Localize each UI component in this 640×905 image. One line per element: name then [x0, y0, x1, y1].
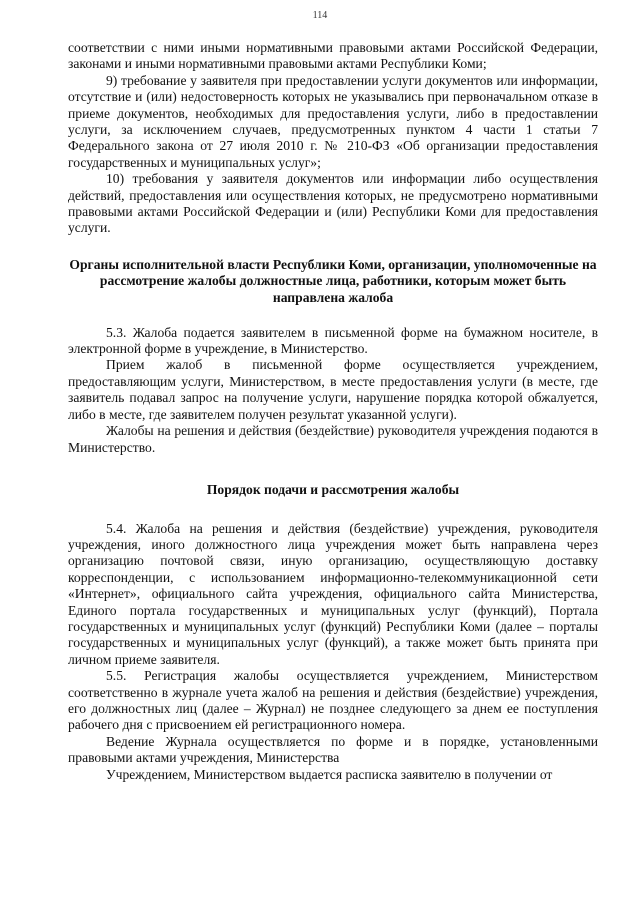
paragraph-5-4: 5.4. Жалоба на решения и действия (бездействие) учреждения, руководителя учреждения, иного должностного лица учреждения может быть направлена через организацию почтовой связи, иную организацию, осуществляющую доставку корреспонденции, с использованием информационно-телекоммуникационной сети «Интернет», официального сайта учреждения, официального сайта Министерства, Единого портала государственных и муниципальных услуг (функций), Портала государственных и муниципальных услуг (функций) Республики Коми (далее – порталы государственных и муниципальных услуг (функций), а также может быть принята при личном приеме заявителя.: [68, 520, 598, 667]
paragraph-item-10: 10) требования у заявителя документов или информации либо осуществления действий, предоставления или осуществления которых, не предусмотрено нормативными правовыми актами Российской Федерации и (или) Республики Коми для предоставления услуги.: [68, 171, 598, 236]
spacer: [68, 307, 598, 325]
paragraph-journal: Ведение Журнала осуществляется по форме и в порядке, установленными правовыми актами учреждения, Министерства: [68, 733, 598, 766]
paragraph-5-3: 5.3. Жалоба подается заявителем в письменной форме на бумажном носителе, в электронной форме в учреждение, в Министерство.: [68, 324, 598, 357]
spacer: [68, 456, 598, 482]
paragraph-item-9: 9) требование у заявителя при предоставлении услуги документов или информации, отсутствие и (или) недостоверность которых не указывались при первоначальном отказе в приеме документов, необходимых для предоставления услуги, либо в предоставлении услуги, за исключением случаев, предусмотренных пунктом 4 части 1 статьи 7 Федерального закона от 27 июля 2010 г. № 210-ФЗ «Об организации предоставления государственных и муниципальных услуг»;: [68, 72, 598, 170]
section-heading-procedure: Порядок подачи и рассмотрения жалобы: [206, 481, 460, 497]
spacer: [68, 499, 598, 521]
paragraph-complaint-reception: Прием жалоб в письменной форме осуществляется учреждением, предоставляющим услуги, Министерством, в месте предоставления услуги (в месте, где заявитель подавал запрос на получение услуги, нарушение порядка которой обжалуется, либо в месте, где заявителем получен результат указанной услуги).: [68, 357, 598, 422]
paragraph-5-5: 5.5. Регистрация жалобы осуществляется учреждением, Министерством соответственно в журнале учета жалоб на решения и действия (бездействие) учреждения, его должностных лиц (далее – Журнал) не позднее следующего за днем ее поступления рабочего дня с присвоением ей регистрационного номера.: [68, 668, 598, 733]
page-number: 114: [312, 10, 328, 21]
section-heading-authorities: Органы исполнительной власти Республики Коми, организации, уполномоченные на рассмотрение жалобы должностные лица, работники, которым может быть направлена жалоба: [69, 256, 597, 306]
paragraph-complaints-head: Жалобы на решения и действия (бездействие) руководителя учреждения подаются в Министерство.: [68, 423, 598, 455]
paragraph-receipt: Учреждением, Министерством выдается расписка заявителю в получении от: [106, 766, 553, 782]
spacer: [68, 237, 598, 257]
paragraph-continuation: соответствии с ними иными нормативными правовыми актами Российской Федерации, законами и иными нормативными правовыми актами Республики Коми;: [68, 40, 598, 72]
document-body: [68, 40, 598, 783]
